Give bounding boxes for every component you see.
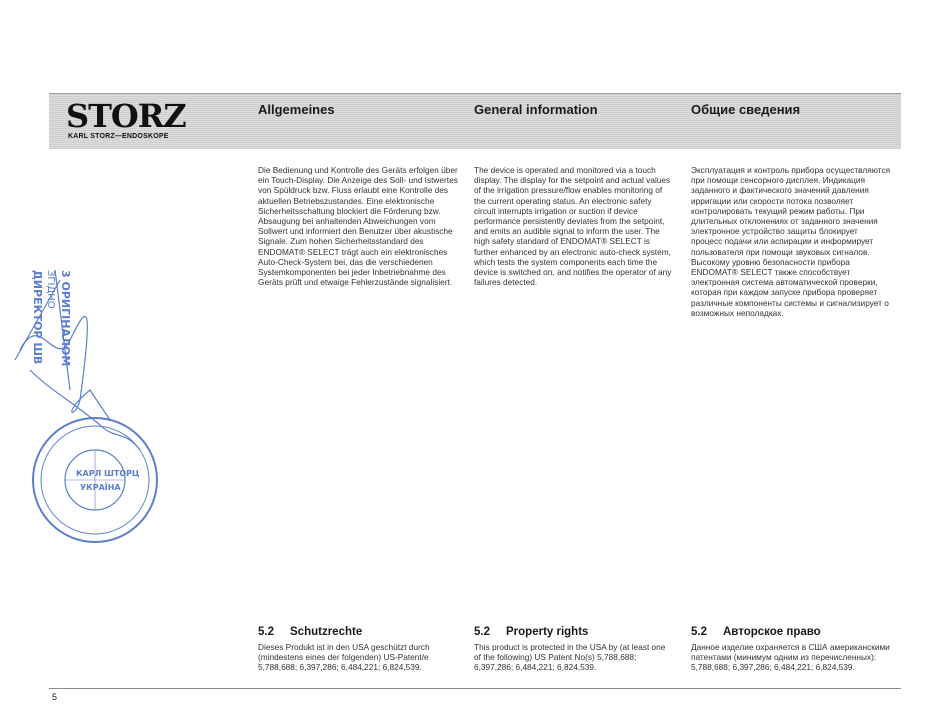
body-text-en: The device is operated and monitored via a touch display. The display for the setpoint and actual values of the irrigation pressure/flow enables monitoring of the current operating status. An electronic safety circuit interrupts irrigation or suction if device performance persistently deviates from the setpoint, and emits an audible signal to inform the user. The high safety standard of ENDOMAT® SELECT is further enhanced by an electronic auto-check system, which tests the system components each time the device is switched on, and notifies the operator of any failures detected. bbox=[474, 165, 672, 288]
body-text-ru: Эксплуатация и контроль прибора осуществляются при помощи сенсорного дисплея. Индикация заданного и фактического значений давления ирригации или скорости потока позволяет контролировать текущий режим работы. При длительных отклонениях от заданного значения электронное устройство защиты блокирует процесс подачи или аспирации и информирует пользователя при помощи звуковых сигналов. Высокому уровню безопасности прибора ENDOMAT® SELECT также способствует электронная система автоматической проверки, которая при каждом запуске прибора проверяет различные компоненты системы и сигнализирует о возможных неполадках. bbox=[691, 165, 891, 318]
section-text-de: Dieses Produkt ist in den USA geschützt durch (mindestens eines der folgenden) US-Patent/e 5,788,688; 6,397,286; 6,484,221; 6,824,539. bbox=[258, 642, 430, 673]
svg-text:3 ОРИГІНАЛОМ: 3 ОРИГІНАЛОМ bbox=[59, 270, 72, 367]
section-text-ru: Данное изделие охраняется в США американскими патентами (минимум одним из перечисленных): 5,788,688; 6,397,286; 6,484,221; 6,824,539. bbox=[691, 642, 890, 673]
heading-ru: Общие сведения bbox=[691, 102, 801, 117]
svg-text:ДИРЕКТОР ШВ: ДИРЕКТОР ШВ bbox=[31, 270, 44, 365]
section-title-en: Property rights bbox=[506, 626, 589, 638]
svg-text:КАРЛ ШТОРЦ: КАРЛ ШТОРЦ bbox=[76, 469, 140, 478]
footer-rule bbox=[49, 688, 901, 689]
header-rule bbox=[49, 93, 901, 94]
storz-logo bbox=[66, 97, 186, 146]
heading-en: General information bbox=[474, 102, 598, 117]
page-number: 5 bbox=[52, 692, 58, 702]
section-number-de: 5.2 bbox=[258, 626, 274, 638]
svg-text:УКРАЇНА: УКРАЇНА bbox=[80, 483, 121, 492]
section-title-de: Schutzrechte bbox=[290, 626, 363, 638]
body-text-de: Die Bedienung und Kontrolle des Geräts erfolgen über ein Touch-Display. Die Anzeige des Soll- und Istwertes von Spüldruck bzw. Fluss erlaubt eine Kontrolle des aktuellen Betriebszustandes. Eine elektronische Sicherheitsschaltung blockiert die Förderung bzw. Absaugung bei anhaltenden Abweichungen vom Sollwert und informiert den Benutzer über akustische Signale. Zum hohen Sicherheitsstandard des ENDOMAT® SELECT trägt auch ein elektronisches Auto-Check-System bei, das die verschiedenen Systemkomponenten bei jeder Inbetriebnahme des Geräts prüft und etwaige Fehlerzustände signalisiert. bbox=[258, 165, 458, 288]
section-number-en: 5.2 bbox=[474, 626, 490, 638]
logo-subline: KARL STORZ—ENDOSKOPE bbox=[68, 133, 169, 140]
section-title-ru: Авторское право bbox=[723, 626, 821, 638]
svg-text:ЗГІДНО: ЗГІДНО bbox=[45, 270, 56, 309]
heading-de: Allgemeines bbox=[258, 102, 335, 117]
section-text-en: This product is protected in the USA by (at least one of the following) US Patent No(s) 5,788,688; 6,397,286; 6,484,221; 6,824,539. bbox=[474, 642, 666, 673]
official-stamp-icon bbox=[0, 250, 180, 570]
logo-wordmark: STORZ bbox=[66, 97, 186, 135]
section-number-ru: 5.2 bbox=[691, 626, 707, 638]
